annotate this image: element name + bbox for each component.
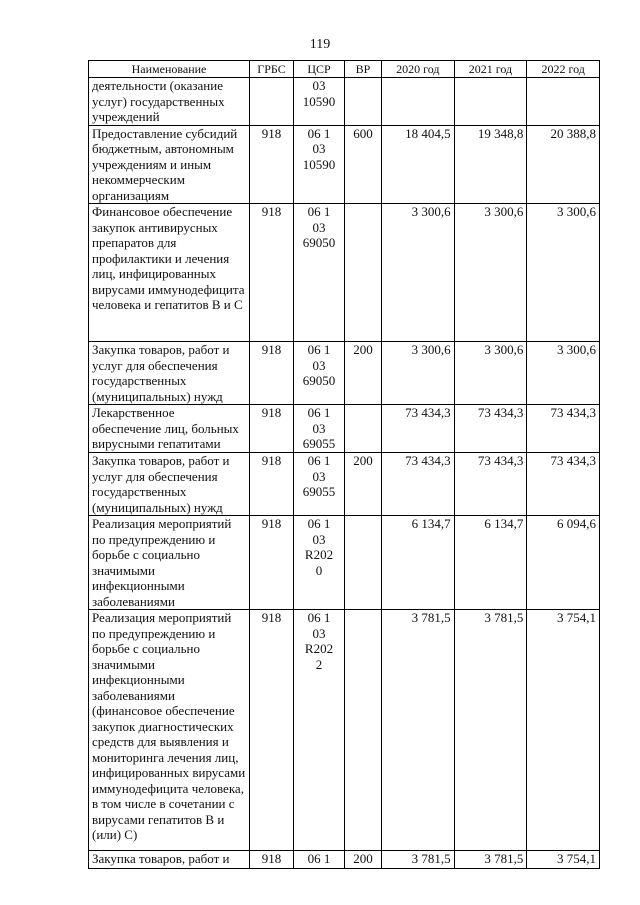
row-grbs-cell: 918 [250, 405, 294, 453]
csr-code-part: 06 1 [307, 516, 331, 531]
csr-code-part: 0 [315, 562, 323, 578]
row-2021-cell: 3 300,6 [454, 342, 527, 405]
csr-code-part: 69050 [302, 373, 336, 388]
csr-code-part: 10590 [302, 156, 336, 172]
csr-code-part: 69055 [302, 484, 336, 499]
row-2020-cell: 3 300,6 [382, 342, 455, 405]
row-csr-cell [294, 610, 345, 851]
row-grbs-cell: 918 [250, 204, 294, 342]
csr-code-part: 03 [312, 625, 326, 641]
row-vr-cell [345, 204, 382, 342]
row-name-cell: Лекарственное обеспечение лиц, больных вирусными гепатитами [89, 405, 250, 453]
table-row [89, 342, 600, 405]
row-csr-cell [294, 516, 345, 610]
csr-code-part: 69050 [302, 235, 336, 250]
csr-code-part: 03 [312, 468, 326, 484]
header-grbs: ГРБС [250, 61, 294, 78]
row-csr-cell [294, 453, 345, 516]
csr-code-part: 06 1 [307, 342, 331, 357]
row-2022-cell: 73 434,3 [527, 405, 600, 453]
csr-code-part: 03 [312, 531, 326, 547]
budget-table [88, 60, 600, 869]
row-2022-cell: 3 754,1 [527, 851, 600, 869]
row-2020-cell: 18 404,5 [382, 125, 455, 204]
csr-code-part: 06 1 [307, 610, 331, 625]
row-csr-cell [294, 125, 345, 204]
page-number: 119 [309, 37, 331, 52]
row-vr-cell: 600 [345, 125, 382, 204]
row-2021-cell: 3 781,5 [454, 610, 527, 851]
row-2021-cell [454, 78, 527, 126]
row-csr-cell [294, 204, 345, 342]
row-vr-cell [345, 405, 382, 453]
csr-code-part: 03 [312, 78, 326, 93]
row-2022-cell: 6 094,6 [527, 516, 600, 610]
row-vr-cell [345, 78, 382, 126]
csr-code-part: 06 1 [307, 204, 331, 219]
row-2022-cell: 3 754,1 [527, 610, 600, 851]
csr-code-part: 06 1 [307, 125, 331, 141]
table-row [89, 78, 600, 126]
row-name-cell: Закупка товаров, работ и услуг для обеспечения государственных (муниципальных) нужд [89, 453, 250, 516]
csr-code-part: 06 1 [307, 405, 331, 420]
row-name-cell: Предоставление субсидий бюджетным, автономным учреждениям и иным некоммерческим организациям [89, 125, 250, 204]
row-2021-cell: 3 781,5 [454, 851, 527, 869]
row-2020-cell: 3 781,5 [382, 610, 455, 851]
table-row [89, 610, 600, 851]
row-2020-cell: 3 781,5 [382, 851, 455, 869]
row-2020-cell: 73 434,3 [382, 405, 455, 453]
row-csr-cell [294, 342, 345, 405]
row-name-cell: Закупка товаров, работ и услуг для обеспечения государственных (муниципальных) нужд [89, 342, 250, 405]
row-2021-cell: 6 134,7 [454, 516, 527, 610]
row-2022-cell [527, 78, 600, 126]
row-2020-cell: 6 134,7 [382, 516, 455, 610]
csr-code-part: 06 1 [307, 851, 331, 866]
row-2022-cell: 73 434,3 [527, 453, 600, 516]
row-2022-cell: 3 300,6 [527, 204, 600, 342]
csr-code-part: 06 1 [307, 453, 331, 468]
row-vr-cell [345, 610, 382, 851]
row-2021-cell: 19 348,8 [454, 125, 527, 204]
table-row [89, 125, 600, 204]
row-name-cell: Закупка товаров, работ и [89, 851, 250, 869]
row-2020-cell: 3 300,6 [382, 204, 455, 342]
row-name-cell: Реализация мероприятий по предупреждению и борьбе с социально значимыми инфекционными заболеваниями [89, 516, 250, 610]
table-body [89, 78, 600, 869]
table-row [89, 453, 600, 516]
row-2022-cell: 3 300,6 [527, 342, 600, 405]
row-csr-cell [294, 405, 345, 453]
csr-code-part: R202 [304, 547, 334, 562]
header-vr: ВР [345, 61, 382, 78]
table-row [89, 204, 600, 342]
table-header-row [89, 61, 600, 78]
row-name-cell: Реализация мероприятий по предупреждению и борьбе с социально значимыми инфекционными заболеваниями (финансовое обеспечение закупок диагностических средств для выявления и мониторинга лечения лиц, инфицированных вирусами иммунодефицита человека, в том числе в сочетании с вирусами гепатитов В и (или) С) [89, 610, 250, 851]
row-2021-cell: 3 300,6 [454, 204, 527, 342]
row-grbs-cell: 918 [250, 453, 294, 516]
csr-code-part: 2 [315, 656, 323, 672]
row-grbs-cell: 918 [250, 342, 294, 405]
row-vr-cell: 200 [345, 453, 382, 516]
row-2022-cell: 20 388,8 [527, 125, 600, 204]
header-name: Наименование [89, 61, 250, 78]
row-grbs-cell: 918 [250, 610, 294, 851]
row-name-cell: деятельности (оказание услуг) государственных учреждений [89, 78, 250, 126]
table-row [89, 851, 600, 869]
row-vr-cell [345, 516, 382, 610]
row-name-cell: Финансовое обеспечение закупок антивирусных препаратов для профилактики и лечения лиц, инфицированных вирусами иммунодефицита человека и гепатитов В и С [89, 204, 250, 342]
header-2021: 2021 год [454, 61, 527, 78]
table-row [89, 405, 600, 453]
row-vr-cell: 200 [345, 342, 382, 405]
row-2021-cell: 73 434,3 [454, 405, 527, 453]
row-grbs-cell: 918 [250, 125, 294, 204]
csr-code-part: 10590 [302, 93, 336, 109]
row-2020-cell [382, 78, 455, 126]
csr-code-part: 03 [312, 420, 326, 436]
header-2020: 2020 год [382, 61, 455, 78]
row-grbs-cell [250, 78, 294, 126]
csr-code-part: R202 [304, 641, 334, 656]
row-grbs-cell: 918 [250, 851, 294, 869]
csr-code-part: 69055 [302, 436, 336, 451]
header-2022: 2022 год [527, 61, 600, 78]
row-2020-cell: 73 434,3 [382, 453, 455, 516]
csr-code-part: 03 [312, 357, 326, 373]
csr-code-part: 03 [312, 219, 326, 235]
csr-code-part: 03 [312, 141, 326, 156]
row-grbs-cell: 918 [250, 516, 294, 610]
row-csr-cell [294, 78, 345, 126]
row-csr-cell [294, 851, 345, 869]
header-csr: ЦСР [294, 61, 345, 78]
row-2021-cell: 73 434,3 [454, 453, 527, 516]
table-row [89, 516, 600, 610]
row-vr-cell: 200 [345, 851, 382, 869]
